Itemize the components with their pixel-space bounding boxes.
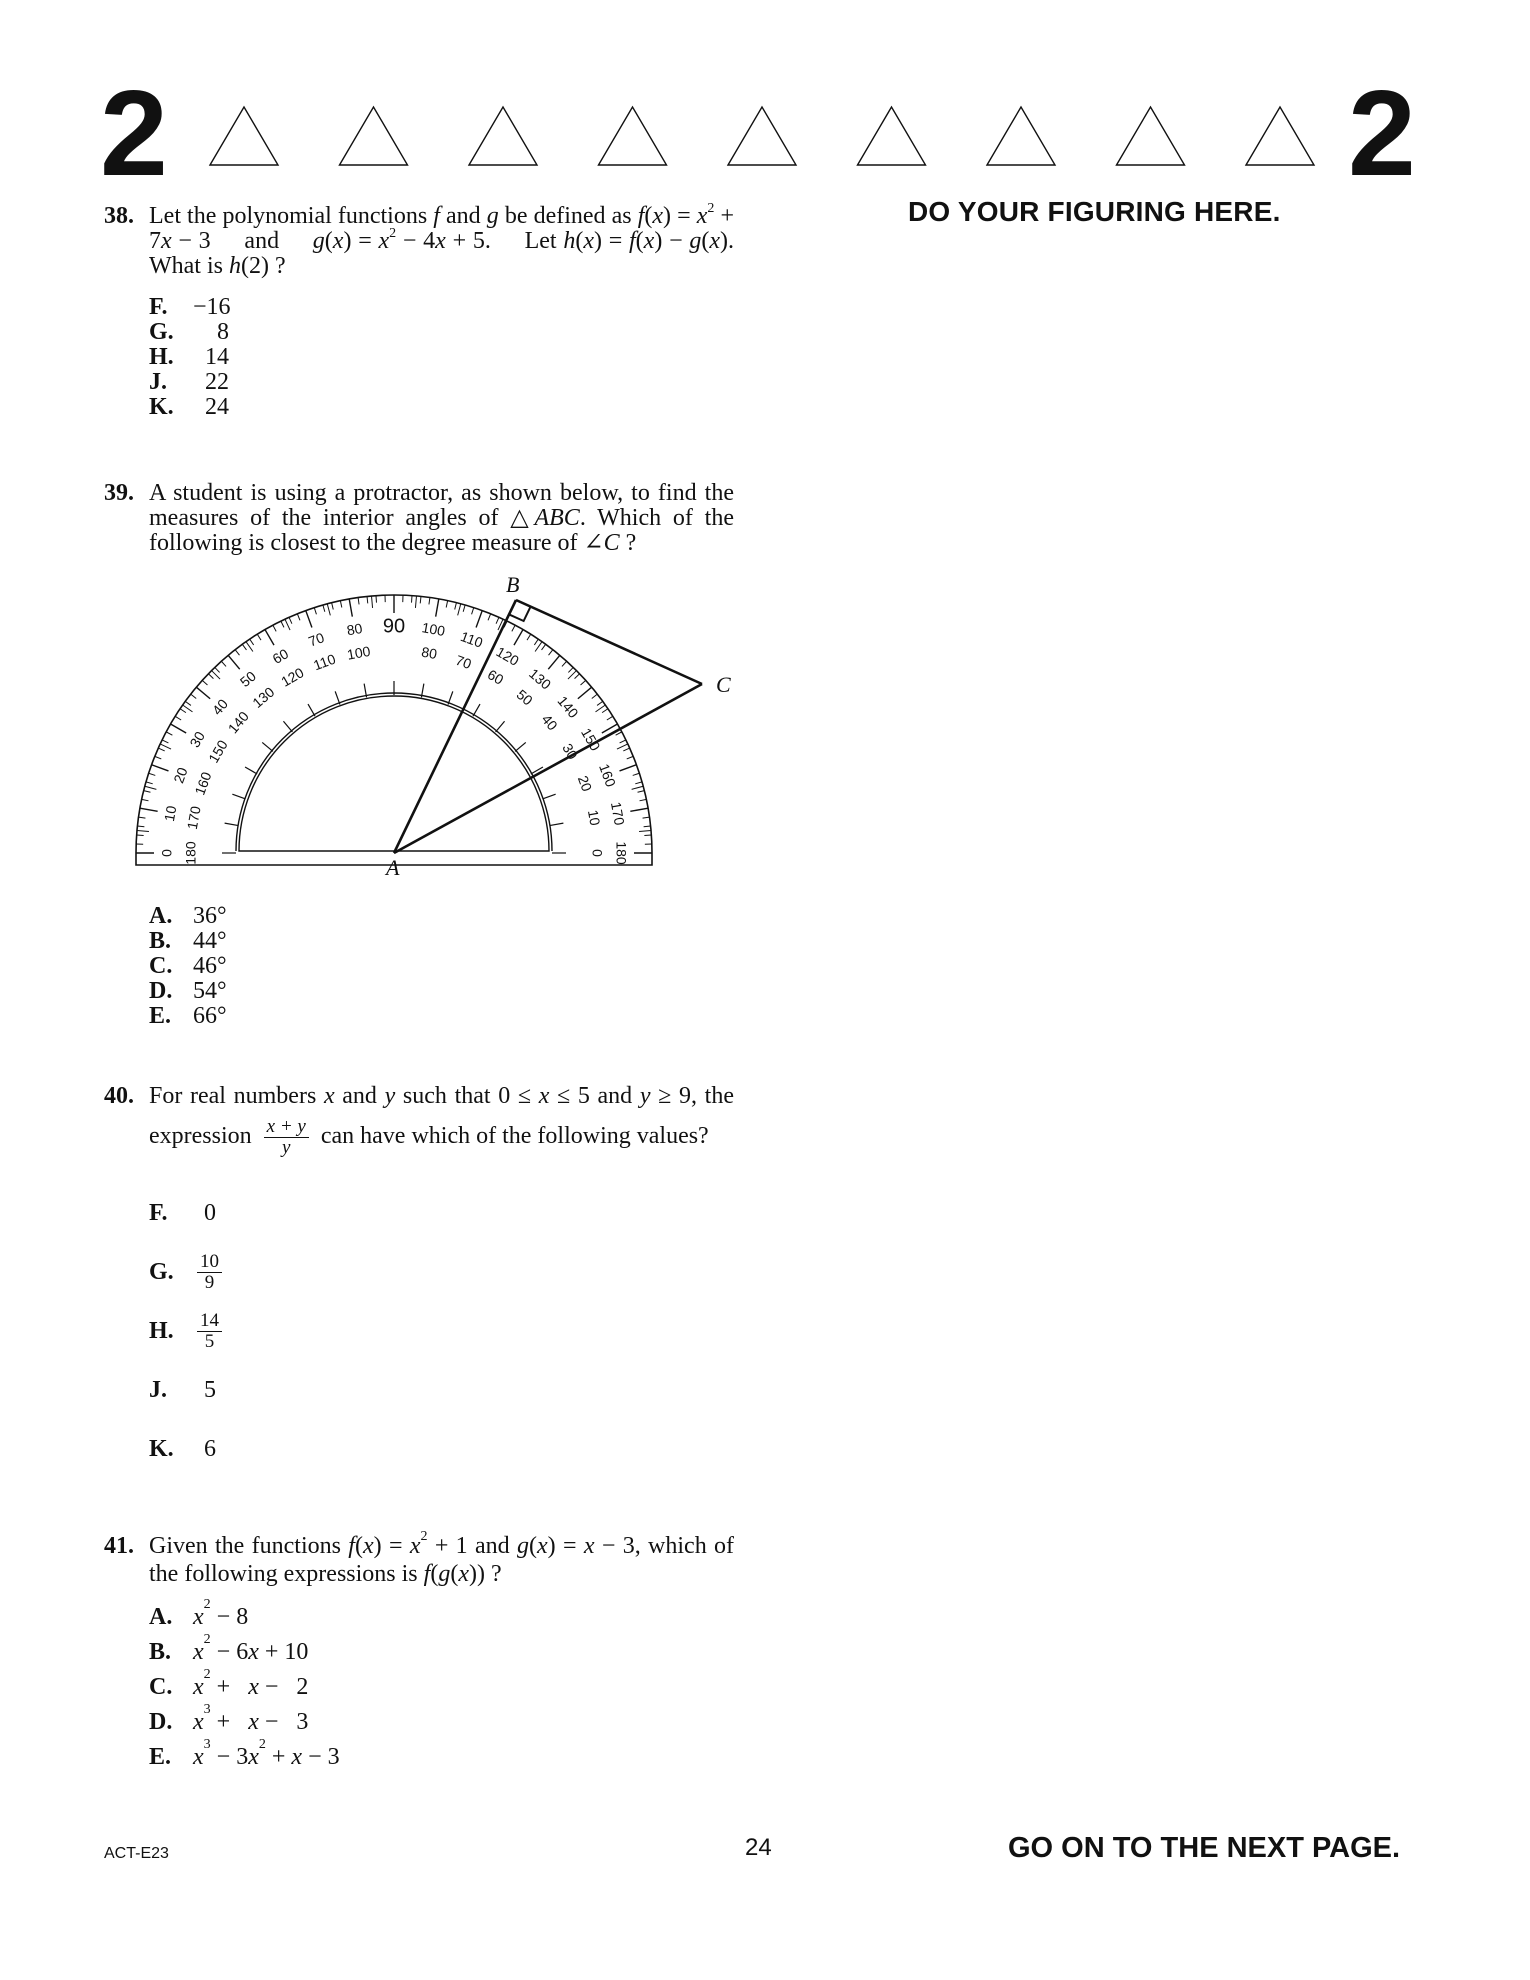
choice-e[interactable]: E. $x^3 - 3x^2 + x - 3$	[149, 1737, 340, 1770]
header-triangle-icon	[728, 107, 796, 165]
figuring-label: DO YOUR FIGURING HERE.	[908, 196, 1281, 227]
vertex-label: A	[386, 855, 400, 880]
vertex-label: C	[716, 672, 731, 697]
header-triangle-icon	[469, 107, 537, 165]
question-38	[104, 201, 735, 420]
fraction-14-5: $\frac{14}{5}$	[197, 1311, 222, 1352]
protractor-outer-label: 130	[526, 665, 555, 693]
protractor-inner-label: 110	[311, 650, 338, 674]
fraction-10-9: $\frac{10}{9}$	[197, 1252, 222, 1293]
question-number: 39.	[104, 480, 134, 506]
protractor-inner-label: 70	[453, 651, 474, 673]
choice-c[interactable]: C. $x^2 + x - 2$	[149, 1667, 309, 1700]
protractor-outer-label: 0	[158, 849, 175, 857]
choice-b[interactable]: B. $x^2 - 6x + 10$	[149, 1632, 309, 1665]
choice-f[interactable]: F. −16	[149, 294, 231, 320]
header-triangle-icon	[858, 107, 926, 165]
answer-choices	[149, 1184, 734, 1479]
question-41	[104, 1529, 735, 1775]
protractor-outer-label: 100	[420, 619, 447, 640]
protractor-inner-label: 100	[345, 642, 372, 663]
choice-e[interactable]: E. 66°	[149, 1003, 227, 1029]
protractor-inner-label: 40	[538, 711, 561, 734]
protractor-outer-label: 150	[578, 725, 604, 754]
question-39-choices	[104, 904, 734, 1029]
protractor-outer-label: 30	[186, 728, 208, 751]
choice-h[interactable]: H. 14	[149, 344, 229, 370]
choice-k[interactable]: K. 24	[149, 394, 229, 420]
choice-g[interactable]: G. 8	[149, 319, 229, 345]
section-number-right: 2	[1348, 65, 1414, 201]
question-text: Given the functions $f(x) = x^2 + 1$ and g(x) = x − 3, which of the following expressions is f(g(x)) ?	[149, 1529, 735, 1587]
expression-fraction: $\frac{x + y}{y}$	[264, 1117, 309, 1158]
protractor-outer-label: 120	[493, 643, 522, 669]
question-text: Let the polynomial functions f and g be defined as $f(x) = x^2 + 7x - 3$ and $g(x) = x^2 - 4x + 5$. Let h(x) = f(x) − g(x). What is h(2) ?	[149, 201, 735, 279]
protractor-inner-label: 20	[574, 773, 596, 794]
protractor-outer-label: 20	[170, 765, 191, 786]
question-40	[104, 1084, 734, 1479]
choice-a[interactable]: A. $x^2 - 8$	[149, 1597, 249, 1630]
question-text: For real numbers x and y such that 0 ≤ x ≤ 5 and y ≥ 9, the expression $\frac{x + y}{y}$ can have which of the following values?	[149, 1083, 734, 1158]
protractor-outer-label: 40	[208, 695, 232, 719]
choice-d[interactable]: D. 54°	[149, 978, 227, 1004]
vertex-label: B	[506, 572, 520, 597]
protractor-inner-label: 160	[191, 769, 215, 798]
header-triangle-icon	[599, 107, 667, 165]
question-text: A student is using a protractor, as shown below, to find the measures of the interior angles of △ABC. Which of the following is closest to the degree measure of ∠C ?	[149, 480, 735, 556]
choice-c[interactable]: C. 46°	[149, 953, 227, 979]
protractor-inner-label: 80	[420, 643, 439, 663]
protractor-outer-label: 10	[160, 804, 180, 823]
form-code: ACT-E23	[104, 1845, 169, 1862]
question-number: 40.	[104, 1083, 134, 1109]
protractor-inner-label: 170	[183, 804, 204, 831]
protractor-outer-label: 160	[596, 761, 620, 789]
triangle-row-icon	[200, 100, 1400, 180]
choice-k[interactable]: K. 6	[149, 1435, 216, 1462]
protractor-inner-label: 140	[224, 708, 252, 737]
choice-d[interactable]: D. $x^3 + x - 3$	[149, 1702, 309, 1735]
protractor-outer-label: 80	[345, 619, 364, 639]
protractor-outer-label: 50	[236, 667, 260, 691]
protractor-outer-label: 70	[306, 629, 327, 650]
question-number: 38.	[104, 203, 134, 229]
page-number: 24	[745, 1834, 772, 1861]
protractor-figure	[130, 563, 750, 903]
protractor-outer-label: 140	[554, 692, 582, 721]
header-triangle-icon	[987, 107, 1055, 165]
answer-choices	[149, 295, 734, 420]
header-triangle-icon	[210, 107, 278, 165]
choice-j[interactable]: J. 22	[149, 369, 229, 395]
protractor-inner-label: 120	[278, 664, 307, 690]
question-number: 41.	[104, 1533, 134, 1559]
answer-choices	[149, 1597, 734, 1775]
protractor-inner-label: 10	[584, 808, 604, 827]
choice-a[interactable]: A. 36°	[149, 903, 227, 929]
header-triangle-icon	[340, 107, 408, 165]
choice-b[interactable]: B. 44°	[149, 928, 227, 954]
protractor-outer-label: 90	[382, 615, 406, 638]
protractor-inner-label: 150	[205, 737, 231, 766]
protractor-outer-label: 60	[269, 645, 292, 667]
protractor-inner-label: 130	[249, 683, 278, 711]
protractor-outer-label: 180	[613, 841, 630, 865]
choice-f[interactable]: F. 0	[149, 1199, 216, 1226]
header-triangle-icon	[1246, 107, 1314, 165]
header-triangle-icon	[1117, 107, 1185, 165]
protractor-inner-label: 60	[484, 666, 507, 688]
choice-j[interactable]: J. 5	[149, 1376, 216, 1403]
choice-g[interactable]: G. $\frac{10}{9}$	[149, 1243, 734, 1302]
protractor-inner-label: 180	[182, 841, 199, 865]
answer-choices	[149, 904, 734, 1029]
protractor-inner-label: 30	[559, 740, 581, 763]
section-header	[0, 0, 1530, 200]
protractor-outer-label: 170	[607, 800, 628, 827]
next-page-instruction: GO ON TO THE NEXT PAGE.	[1008, 1832, 1401, 1864]
section-number-left: 2	[100, 65, 166, 201]
protractor-inner-label: 0	[589, 849, 606, 857]
choice-h[interactable]: H. $\frac{14}{5}$	[149, 1302, 734, 1361]
protractor-inner-label: 50	[513, 686, 536, 709]
protractor-outer-label: 110	[458, 628, 485, 651]
question-39	[104, 481, 734, 556]
